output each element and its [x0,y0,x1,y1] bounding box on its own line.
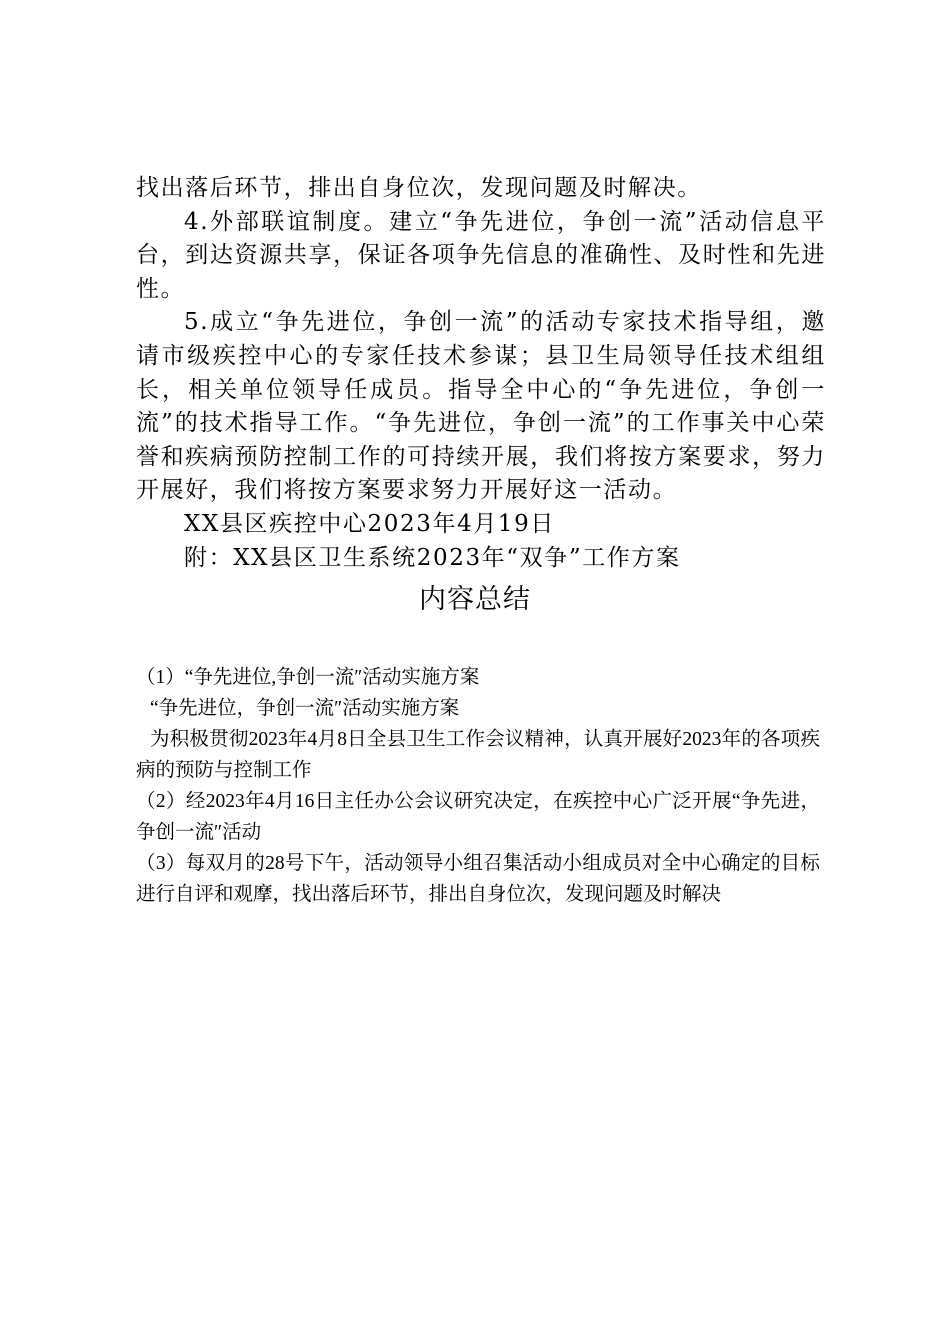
paragraph-expert-group: 5.成立“争先进位，争创一流”的活动专家技术指导组，邀请市级疾控中心的专家任技术参谋；县卫生局领导任技术组组长，相关单位领导任成员。指导全中心的“争先进位，争创一流”的技术指导工作。“争先进位，争创一流”的工作事关中心荣誉和疾病预防控制工作的可持续开展，我们将按方案要求，努力开展好，我们将按方案要求努力开展好这一活动。 [136,309,826,504]
summary-item: “争先进位，争创一流″活动实施方案 [150,698,460,719]
paragraph-external-liaison: 4.外部联谊制度。建立“争先进位，争创一流”活动信息平台，到达资源共享，保证各项争先信息的准确性、及时性和先进性。 [136,208,826,302]
summary-section [136,662,820,910]
summary-title: 内容总结 [419,584,531,615]
attachment-line: 附：XX县区卫生系统2023年“双争”工作方案 [184,544,681,571]
document-body [136,172,826,575]
summary-item: （3）每双月的28号下午，活动领导小组召集活动小组成员对全中心确定的目标进行自评和观摩，找出落后环节，排出自身位次，发现问题及时解决 [136,853,820,905]
summary-item: （2）经2023年4月16日主任办公会议研究决定，在疾控中心广泛开展“争先进，争创一流″活动 [136,791,820,843]
signature-line: XX县区疾控中心2023年4月19日 [184,510,555,537]
summary-item: 为积极贯彻2023年4月8日全县卫生工作会议精神，认真开展好2023年的各项疾病的预防与控制工作 [136,729,820,781]
summary-item: （1）“争先进位,争创一流″活动实施方案 [136,667,480,688]
paragraph-continuation: 找出落后环节，排出自身位次，发现问题及时解决。 [136,175,702,201]
